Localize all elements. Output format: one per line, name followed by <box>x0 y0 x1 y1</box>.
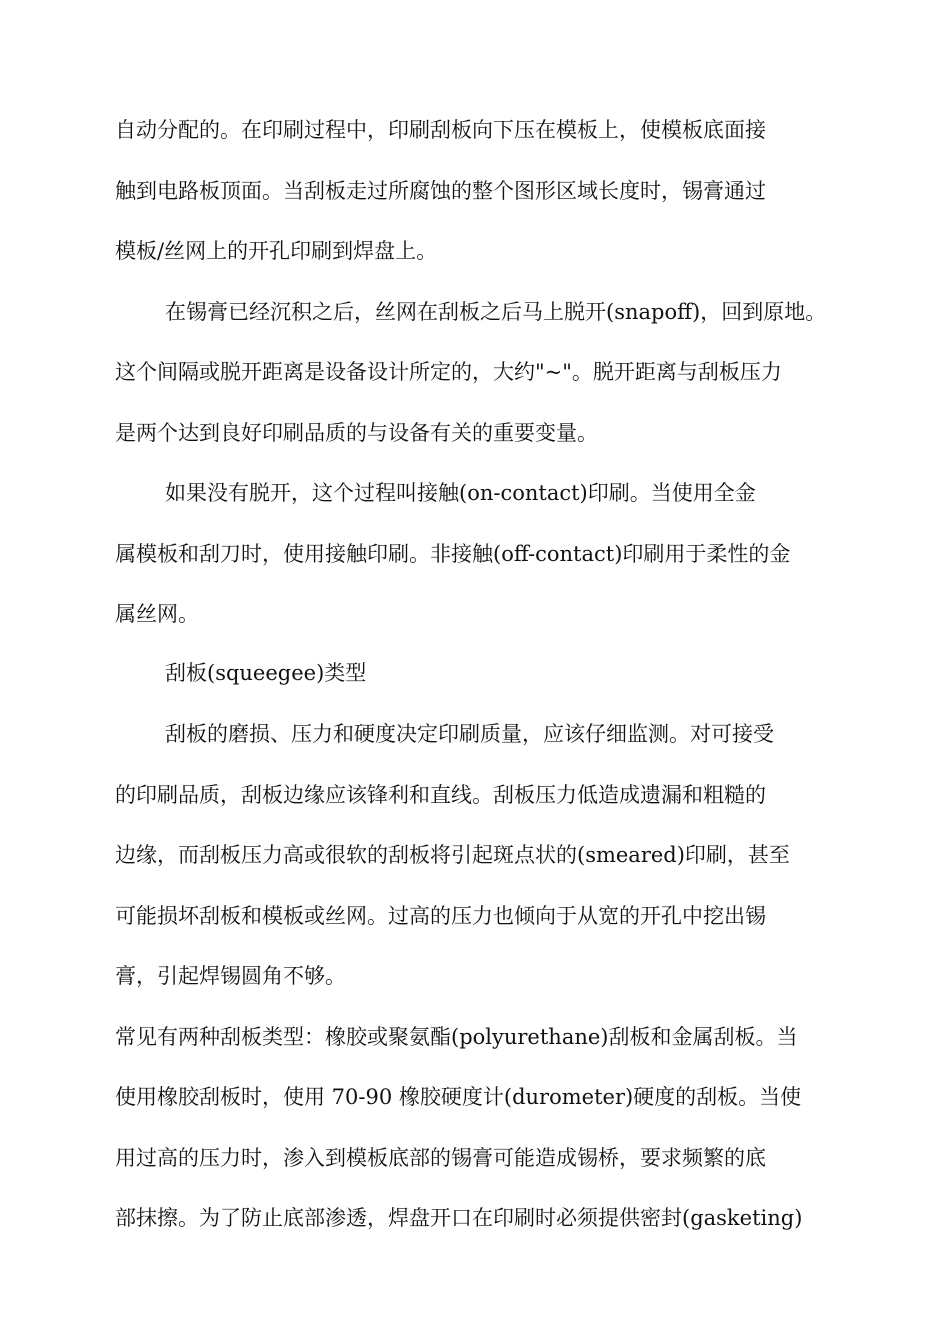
paragraph-start-line: 如果没有脱开，这个过程叫接触(on-contact)印刷。当使用全金 <box>165 481 756 505</box>
text-line: 部抹擦。为了防止底部渗透，焊盘开口在印刷时必须提供密封(gasketing) <box>115 1206 803 1230</box>
section-heading: 刮板(squeegee)类型 <box>165 661 367 685</box>
text-line: 使用橡胶刮板时，使用 70-90 橡胶硬度计(durometer)硬度的刮板。当使 <box>115 1085 802 1109</box>
paragraph-start-line: 常见有两种刮板类型：橡胶或聚氨酯(polyurethane)刮板和金属刮板。当 <box>115 1025 798 1049</box>
text-line: 边缘，而刮板压力高或很软的刮板将引起斑点状的(smeared)印刷，甚至 <box>115 843 790 867</box>
text-line: 属模板和刮刀时，使用接触印刷。非接触(off-contact)印刷用于柔性的金 <box>115 542 791 566</box>
paragraph-start-line: 在锡膏已经沉积之后，丝网在刮板之后马上脱开(snapoff)，回到原地。 <box>165 300 827 324</box>
paragraph-start-line: 刮板的磨损、压力和硬度决定印刷质量，应该仔细监测。对可接受 <box>165 722 774 746</box>
text-line: 这个间隔或脱开距离是设备设计所定的，大约"~"。脱开距离与刮板压力 <box>115 360 782 384</box>
text-line: 自动分配的。在印刷过程中，印刷刮板向下压在模板上，使模板底面接 <box>115 118 766 142</box>
text-line: 是两个达到良好印刷品质的与设备有关的重要变量。 <box>115 421 598 445</box>
text-line: 的印刷品质，刮板边缘应该锋利和直线。刮板压力低造成遗漏和粗糙的 <box>115 783 766 807</box>
text-line: 触到电路板顶面。当刮板走过所腐蚀的整个图形区域长度时，锡膏通过 <box>115 179 766 203</box>
text-line: 膏，引起焊锡圆角不够。 <box>115 964 346 988</box>
text-line: 可能损坏刮板和模板或丝网。过高的压力也倾向于从宽的开孔中挖出锡 <box>115 904 766 928</box>
text-line: 模板/丝网上的开孔印刷到焊盘上。 <box>115 239 438 263</box>
text-line: 用过高的压力时，渗入到模板底部的锡膏可能造成锡桥，要求频繁的底 <box>115 1146 766 1170</box>
text-line: 属丝网。 <box>115 602 199 626</box>
